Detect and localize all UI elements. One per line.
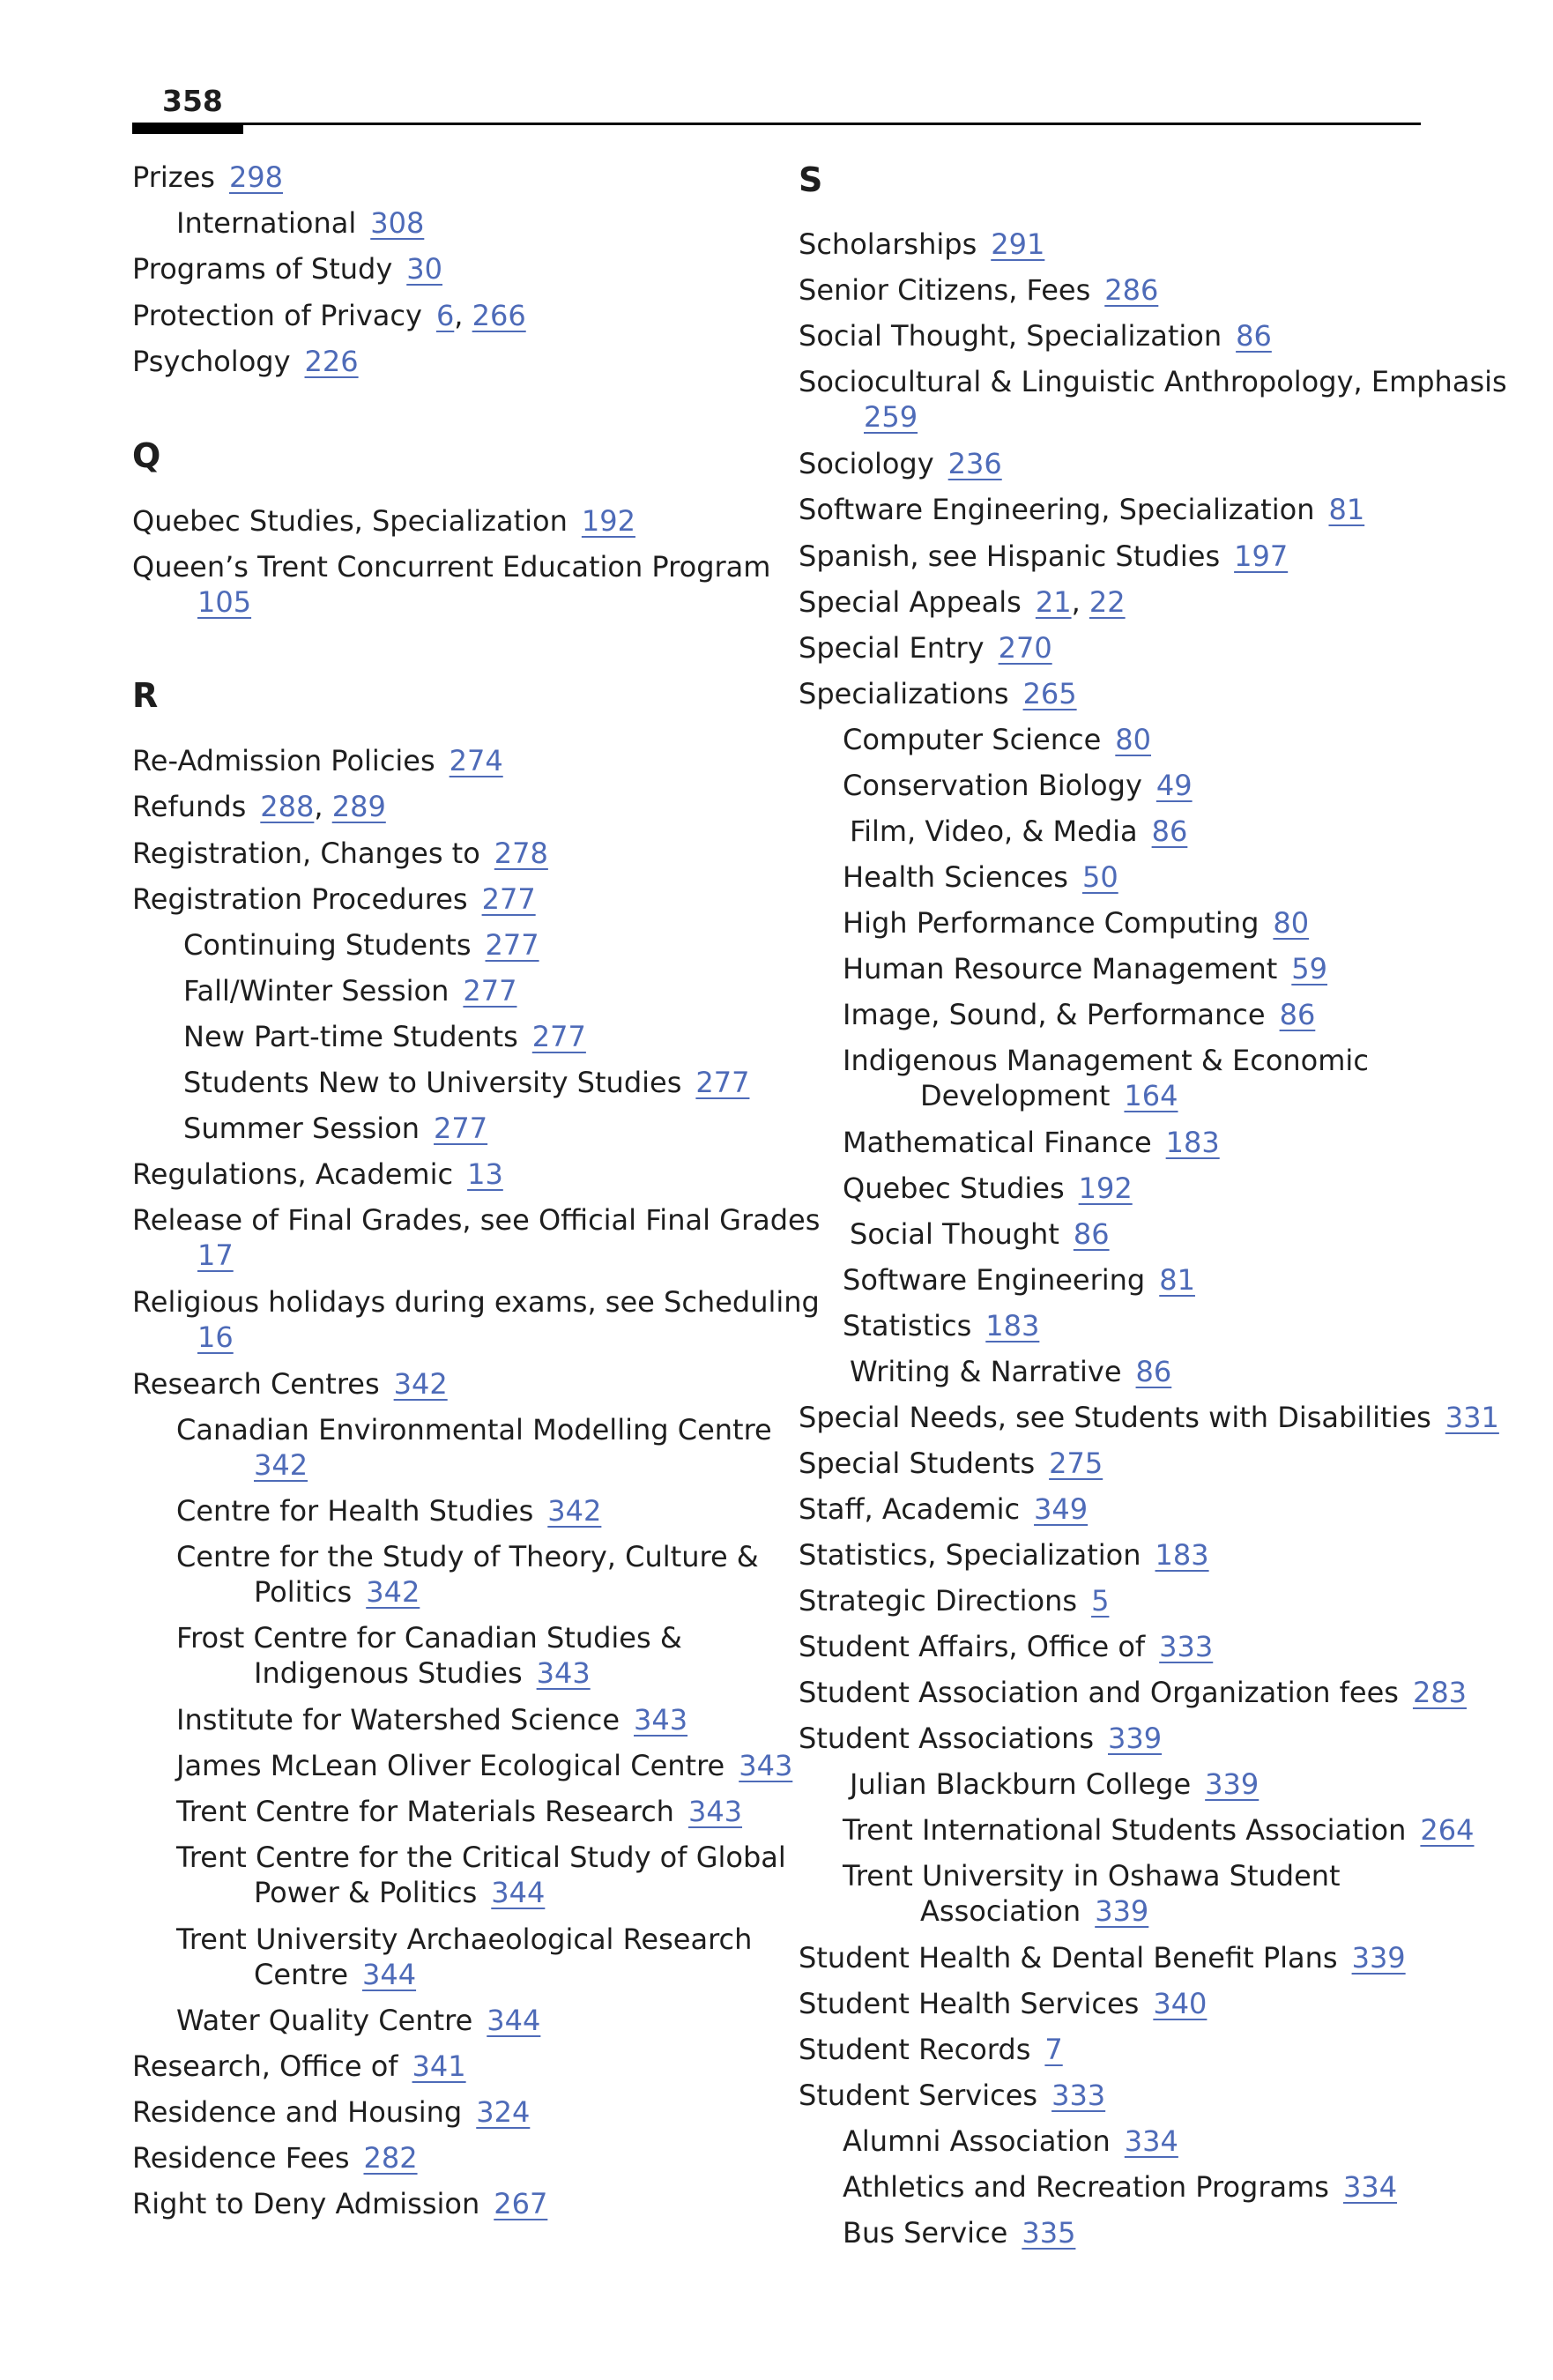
index-term: Water Quality Centre <box>176 2004 473 2037</box>
page-reference-link[interactable]: 339 <box>1108 1722 1163 1755</box>
index-term: Writing & Narrative <box>850 1355 1122 1388</box>
index-term: Research Centres <box>132 1367 380 1401</box>
index-term: Statistics <box>843 1309 972 1342</box>
index-term: New Part-time Students <box>183 1020 518 1053</box>
index-entry <box>132 743 503 778</box>
index-entry <box>132 2049 466 2084</box>
index-term: Social Thought <box>850 1217 1059 1251</box>
index-entry <box>132 2140 418 2175</box>
index-term: Software Engineering <box>843 1263 1146 1297</box>
page-reference-link[interactable]: 342 <box>366 1575 420 1609</box>
page-reference-link[interactable]: 342 <box>393 1367 448 1401</box>
index-entry-continuation <box>799 399 1507 435</box>
index-term: Special Students <box>799 1447 1036 1480</box>
page-reference-link[interactable]: 277 <box>695 1066 750 1099</box>
page-reference-link[interactable]: 339 <box>1205 1767 1259 1801</box>
index-term: Regulations, Academic <box>132 1157 454 1191</box>
page-reference-link[interactable]: 344 <box>362 1958 417 1991</box>
index-subentry <box>843 722 1151 757</box>
index-term: Indigenous Management & Economic <box>843 1044 1369 1077</box>
index-term: Scholarships <box>799 227 977 261</box>
index-term: Summer Session <box>183 1112 420 1145</box>
page-reference-link[interactable]: 277 <box>531 1020 586 1053</box>
index-entry-continuation <box>176 1447 772 1483</box>
index-entry <box>799 1537 1209 1573</box>
index-entry <box>799 1629 1213 1664</box>
index-subentry <box>843 951 1327 986</box>
index-subentry <box>183 1065 749 1100</box>
index-entry <box>132 2094 530 2130</box>
index-subentry <box>850 1354 1171 1389</box>
index-letter-heading: R <box>132 676 159 715</box>
index-subentry <box>176 1620 682 1691</box>
page-reference-link[interactable]: 342 <box>254 1448 308 1482</box>
index-entry <box>132 503 635 539</box>
index-term: Trent Centre for Materials Research <box>176 1795 674 1828</box>
index-term: Research, Office of <box>132 2049 398 2083</box>
index-entry <box>132 2186 547 2221</box>
page-reference-link[interactable]: 13 <box>467 1157 503 1191</box>
page-reference-link[interactable]: 343 <box>739 1749 793 1782</box>
index-entry <box>799 272 1158 308</box>
page-reference-link[interactable]: 86 <box>1236 319 1272 353</box>
index-term: Student Health & Dental Benefit Plans <box>799 1941 1338 1975</box>
index-term: Centre for Health Studies <box>176 1494 534 1528</box>
index-subentry <box>843 859 1118 895</box>
index-term: Spanish, see Hispanic Studies <box>799 539 1221 573</box>
index-entry-continuation <box>176 1655 682 1691</box>
page-reference-link[interactable]: 291 <box>991 227 1045 261</box>
index-entry: Special Appeals 21, 22 <box>799 585 1126 619</box>
page-reference-link[interactable]: 50 <box>1081 860 1118 894</box>
index-term: Trent Centre for the Critical Study of Global <box>176 1841 786 1874</box>
index-entry-continuation <box>843 1893 1341 1929</box>
index-term: Computer Science <box>843 723 1102 756</box>
page-reference-link[interactable]: 344 <box>487 2004 541 2037</box>
index-subentry <box>176 1702 687 1737</box>
index-subentry <box>843 1171 1133 1206</box>
index-term: Residence and Housing <box>132 2095 463 2129</box>
index-subentry <box>843 2123 1178 2159</box>
index-entry <box>799 1675 1467 1710</box>
index-term: Quebec Studies <box>843 1171 1065 1205</box>
index-term: Trent University Archaeological Research <box>176 1923 753 1956</box>
page-reference-link[interactable]: 340 <box>1153 1987 1207 2020</box>
page-reference-link[interactable]: 183 <box>1155 1538 1209 1572</box>
index-term: Student Associations <box>799 1722 1095 1755</box>
index-entry: Refunds 288, 289 <box>132 790 386 823</box>
page-reference-link[interactable]: 333 <box>1159 1630 1214 1663</box>
index-term: Release of Final Grades, see Official Final Grades <box>132 1203 821 1237</box>
index-subentry <box>843 1125 1220 1160</box>
index-term: Programs of Study <box>132 252 393 286</box>
index-entry <box>799 1721 1162 1756</box>
index-term: Staff, Academic <box>799 1492 1021 1526</box>
page-reference-link[interactable]: 324 <box>476 2095 531 2129</box>
index-entry-continuation <box>176 1875 786 1910</box>
index-term: Frost Centre for Canadian Studies & <box>176 1621 682 1655</box>
page-reference-link[interactable]: 277 <box>463 974 517 1008</box>
page-reference-link[interactable]: 334 <box>1342 2170 1398 2204</box>
index-entry <box>799 227 1044 262</box>
page-reference-link[interactable]: 81 <box>1328 493 1365 526</box>
page-reference-link[interactable]: 341 <box>412 2049 466 2083</box>
page-reference-link[interactable]: 86 <box>1073 1217 1110 1251</box>
index-term: Students New to University Studies <box>183 1066 682 1099</box>
page-reference-link[interactable]: 264 <box>1420 1813 1475 1847</box>
page-reference-link[interactable]: 81 <box>1159 1263 1195 1297</box>
index-entry-continuation <box>132 1320 820 1355</box>
index-subentry <box>843 997 1315 1032</box>
index-term: Student Affairs, Office of <box>799 1630 1146 1663</box>
page-reference-link[interactable]: 278 <box>494 837 548 870</box>
header-rule <box>132 123 1421 125</box>
index-term-continuation: Indigenous Studies <box>254 1656 523 1690</box>
page-reference-link[interactable]: 17 <box>197 1238 234 1272</box>
index-term: Trent University in Oshawa Student <box>843 1859 1341 1893</box>
index-term: Human Resource Management <box>843 952 1278 985</box>
index-term-continuation: Association <box>920 1894 1081 1928</box>
index-entry <box>132 1366 448 1402</box>
index-term: Trent International Students Association <box>843 1813 1407 1847</box>
index-subentry <box>176 1922 752 1992</box>
index-term: Student Services <box>799 2079 1038 2112</box>
index-term: Re-Admission Policies <box>132 744 435 777</box>
page-reference-link[interactable]: 183 <box>985 1309 1040 1342</box>
page-reference-link[interactable]: 339 <box>1351 1941 1406 1975</box>
index-letter-heading: S <box>799 160 823 199</box>
index-subentry <box>183 973 516 1008</box>
page-reference-link[interactable]: 259 <box>864 400 918 434</box>
index-entry-continuation <box>132 1238 820 1273</box>
page-reference-link[interactable]: 298 <box>228 160 284 194</box>
index-term: Senior Citizens, Fees <box>799 273 1091 307</box>
index-term: Julian Blackburn College <box>850 1767 1192 1801</box>
page-reference-link[interactable]: 349 <box>1034 1492 1089 1526</box>
page-reference-link[interactable]: 286 <box>1104 273 1159 307</box>
index-entry-continuation <box>843 1078 1369 1113</box>
index-term: Fall/Winter Session <box>183 974 450 1008</box>
index-term: Centre for the Study of Theory, Culture & <box>176 1540 759 1573</box>
page-reference-link[interactable]: 331 <box>1445 1401 1499 1434</box>
index-subentry <box>843 1308 1039 1343</box>
page-reference-link[interactable]: 86 <box>1135 1355 1172 1388</box>
index-term: Alumni Association <box>843 2124 1111 2158</box>
page-reference-link[interactable]: 192 <box>1078 1171 1133 1205</box>
index-entry <box>132 1202 820 1273</box>
index-term-continuation: Development <box>920 1079 1111 1112</box>
index-term: Canadian Environmental Modelling Centre <box>176 1413 772 1447</box>
page-reference-link[interactable]: 283 <box>1412 1676 1468 1709</box>
index-entry <box>799 492 1364 527</box>
index-term: Sociology <box>799 447 934 480</box>
index-term: Psychology <box>132 345 291 378</box>
index-term-continuation: Politics <box>254 1575 353 1609</box>
index-entry-continuation <box>176 1957 752 1992</box>
index-term: Statistics, Specialization <box>799 1538 1141 1572</box>
page-reference-link[interactable]: 86 <box>1279 998 1316 1031</box>
page-reference-link[interactable]: 266 <box>472 299 526 332</box>
page-reference-link[interactable]: 277 <box>434 1112 488 1145</box>
index-term: Conservation Biology <box>843 769 1142 802</box>
page-reference-link[interactable]: 277 <box>481 882 536 916</box>
index-subentry <box>176 1493 601 1528</box>
index-term-continuation: Power & Politics <box>254 1876 478 1909</box>
index-term: Special Needs, see Students with Disabilities <box>799 1401 1431 1434</box>
index-entry <box>132 1284 820 1355</box>
index-term: Sociocultural & Linguistic Anthropology, Emphasis <box>799 365 1507 398</box>
index-term: Prizes <box>132 160 215 194</box>
index-term: Special Entry <box>799 631 985 665</box>
page-reference-link[interactable]: 7 <box>1044 2033 1063 2066</box>
index-entry-continuation <box>132 584 770 620</box>
page-reference-link[interactable]: 236 <box>947 447 1002 480</box>
index-term: Institute for Watershed Science <box>176 1703 620 1737</box>
header-rule-tab <box>132 123 243 134</box>
index-subentry <box>843 2169 1397 2205</box>
index-term-continuation: Centre <box>254 1958 348 1991</box>
page-reference-link[interactable]: 192 <box>581 504 635 538</box>
page-reference-link[interactable]: 275 <box>1049 1447 1103 1480</box>
page-reference-link[interactable]: 265 <box>1022 677 1077 710</box>
index-subentry <box>843 905 1309 941</box>
index-subentry <box>850 1216 1110 1252</box>
index-term: Image, Sound, & Performance <box>843 998 1266 1031</box>
index-subentry <box>843 768 1193 803</box>
index-entry: Protection of Privacy 6, 266 <box>132 299 526 332</box>
index-entry <box>799 1940 1406 1975</box>
index-term: Queen’s Trent Concurrent Education Program <box>132 550 771 584</box>
page-reference-link[interactable]: 343 <box>634 1703 688 1737</box>
index-entry <box>799 318 1272 353</box>
index-entry <box>132 836 548 871</box>
index-term: Quebec Studies, Specialization <box>132 504 568 538</box>
index-subentry <box>850 1766 1259 1802</box>
index-term: International <box>176 206 357 240</box>
index-entry <box>799 676 1077 711</box>
index-entry <box>799 630 1052 666</box>
page-reference-link[interactable]: 335 <box>1022 2216 1076 2250</box>
index-letter-heading: Q <box>132 436 161 475</box>
index-term: Athletics and Recreation Programs <box>843 2170 1329 2204</box>
page-reference-link[interactable]: 105 <box>197 585 252 619</box>
index-subentry <box>843 1858 1341 1929</box>
page-reference-link[interactable]: 80 <box>1115 723 1152 756</box>
index-entry <box>799 2032 1063 2067</box>
page-reference-link[interactable]: 22 <box>1089 585 1126 619</box>
index-subentry <box>843 2215 1075 2250</box>
index-term: Specializations <box>799 677 1009 710</box>
page-reference-link[interactable]: 342 <box>547 1494 602 1528</box>
index-term: Social Thought, Specialization <box>799 319 1222 353</box>
index-term: Film, Video, & Media <box>850 814 1138 848</box>
index-term: James McLean Oliver Ecological Centre <box>176 1749 725 1782</box>
page-reference-link[interactable]: 21 <box>1035 585 1072 619</box>
index-term: Special Appeals <box>799 585 1022 619</box>
page-reference-link[interactable]: 16 <box>197 1320 234 1354</box>
page-reference-link[interactable]: 308 <box>370 206 425 240</box>
page-reference-link[interactable]: 277 <box>485 928 539 962</box>
index-term: Student Health Services <box>799 1987 1140 2020</box>
page-reference-link[interactable]: 80 <box>1273 906 1310 940</box>
index-entry <box>799 1583 1109 1618</box>
index-term: Student Association and Organization fees <box>799 1676 1399 1709</box>
page-reference-link[interactable]: 282 <box>363 2141 418 2175</box>
index-subentry <box>183 927 539 963</box>
page-reference-link[interactable]: 334 <box>1124 2124 1178 2158</box>
page-reference-link[interactable]: 289 <box>331 790 386 823</box>
page-reference-link[interactable]: 288 <box>260 790 315 823</box>
index-term: Strategic Directions <box>799 1584 1078 1618</box>
index-subentry <box>176 1840 786 1910</box>
page-number: 358 <box>162 84 223 118</box>
index-term: Protection of Privacy <box>132 299 422 332</box>
page-reference-link[interactable]: 49 <box>1155 769 1193 802</box>
index-term: Bus Service <box>843 2216 1008 2250</box>
index-entry <box>132 251 442 286</box>
index-subentry <box>843 1812 1474 1848</box>
page-reference-link[interactable]: 183 <box>1165 1126 1220 1159</box>
index-entry <box>799 1446 1103 1481</box>
index-subentry <box>176 205 424 241</box>
index-subentry <box>176 1539 759 1610</box>
index-term: Continuing Students <box>183 928 472 962</box>
index-entry <box>132 881 536 917</box>
index-entry <box>799 1491 1088 1527</box>
index-entry <box>132 549 770 620</box>
index-entry <box>132 1157 503 1192</box>
index-subentry <box>176 1748 792 1783</box>
index-term: Health Sciences <box>843 860 1068 894</box>
page-reference-link[interactable]: 274 <box>449 744 503 777</box>
page-reference-link[interactable]: 30 <box>406 252 442 286</box>
index-entry <box>799 364 1507 435</box>
index-subentry <box>176 1794 742 1829</box>
page-reference-link[interactable]: 333 <box>1051 2079 1106 2112</box>
index-term: Student Records <box>799 2033 1031 2066</box>
page-reference-link[interactable]: 86 <box>1151 814 1188 848</box>
index-entry <box>799 539 1288 574</box>
page-reference-link[interactable]: 6 <box>435 299 455 332</box>
index-term: Mathematical Finance <box>843 1126 1152 1159</box>
page-reference-link[interactable]: 59 <box>1291 952 1328 985</box>
index-subentry <box>176 2003 540 2038</box>
index-subentry <box>850 814 1187 849</box>
index-term: Residence Fees <box>132 2141 350 2175</box>
index-term: Software Engineering, Specialization <box>799 493 1315 526</box>
index-entry-continuation <box>176 1574 759 1610</box>
index-entry <box>132 160 283 195</box>
index-entry <box>799 2078 1105 2113</box>
index-entry <box>132 344 359 379</box>
page-reference-link[interactable]: 197 <box>1234 539 1289 573</box>
index-term: Religious holidays during exams, see Scheduling <box>132 1285 820 1319</box>
index-subentry <box>843 1262 1195 1298</box>
page-reference-link[interactable]: 339 <box>1095 1894 1149 1928</box>
index-term: Registration, Changes to <box>132 837 480 870</box>
index-term: Right to Deny Admission <box>132 2187 480 2220</box>
index-subentry <box>843 1043 1369 1113</box>
page-reference-link[interactable]: 343 <box>687 1795 743 1828</box>
index-term: Refunds <box>132 790 247 823</box>
page-reference-link[interactable]: 164 <box>1124 1079 1178 1112</box>
index-entry <box>799 446 1002 481</box>
index-entry <box>799 1400 1499 1435</box>
index-term: Registration Procedures <box>132 882 468 916</box>
index-subentry <box>183 1019 586 1054</box>
page-reference-link[interactable]: 267 <box>494 2187 548 2220</box>
index-entry <box>799 1986 1207 2021</box>
index-subentry <box>183 1111 487 1146</box>
page-reference-link[interactable]: 270 <box>998 631 1052 665</box>
page-reference-link[interactable]: 226 <box>304 345 359 378</box>
page-reference-link[interactable]: 344 <box>491 1876 546 1909</box>
page-reference-link[interactable]: 343 <box>536 1656 591 1690</box>
index-term: High Performance Computing <box>843 906 1259 940</box>
page-reference-link[interactable]: 5 <box>1091 1584 1110 1618</box>
index-subentry <box>176 1412 772 1483</box>
